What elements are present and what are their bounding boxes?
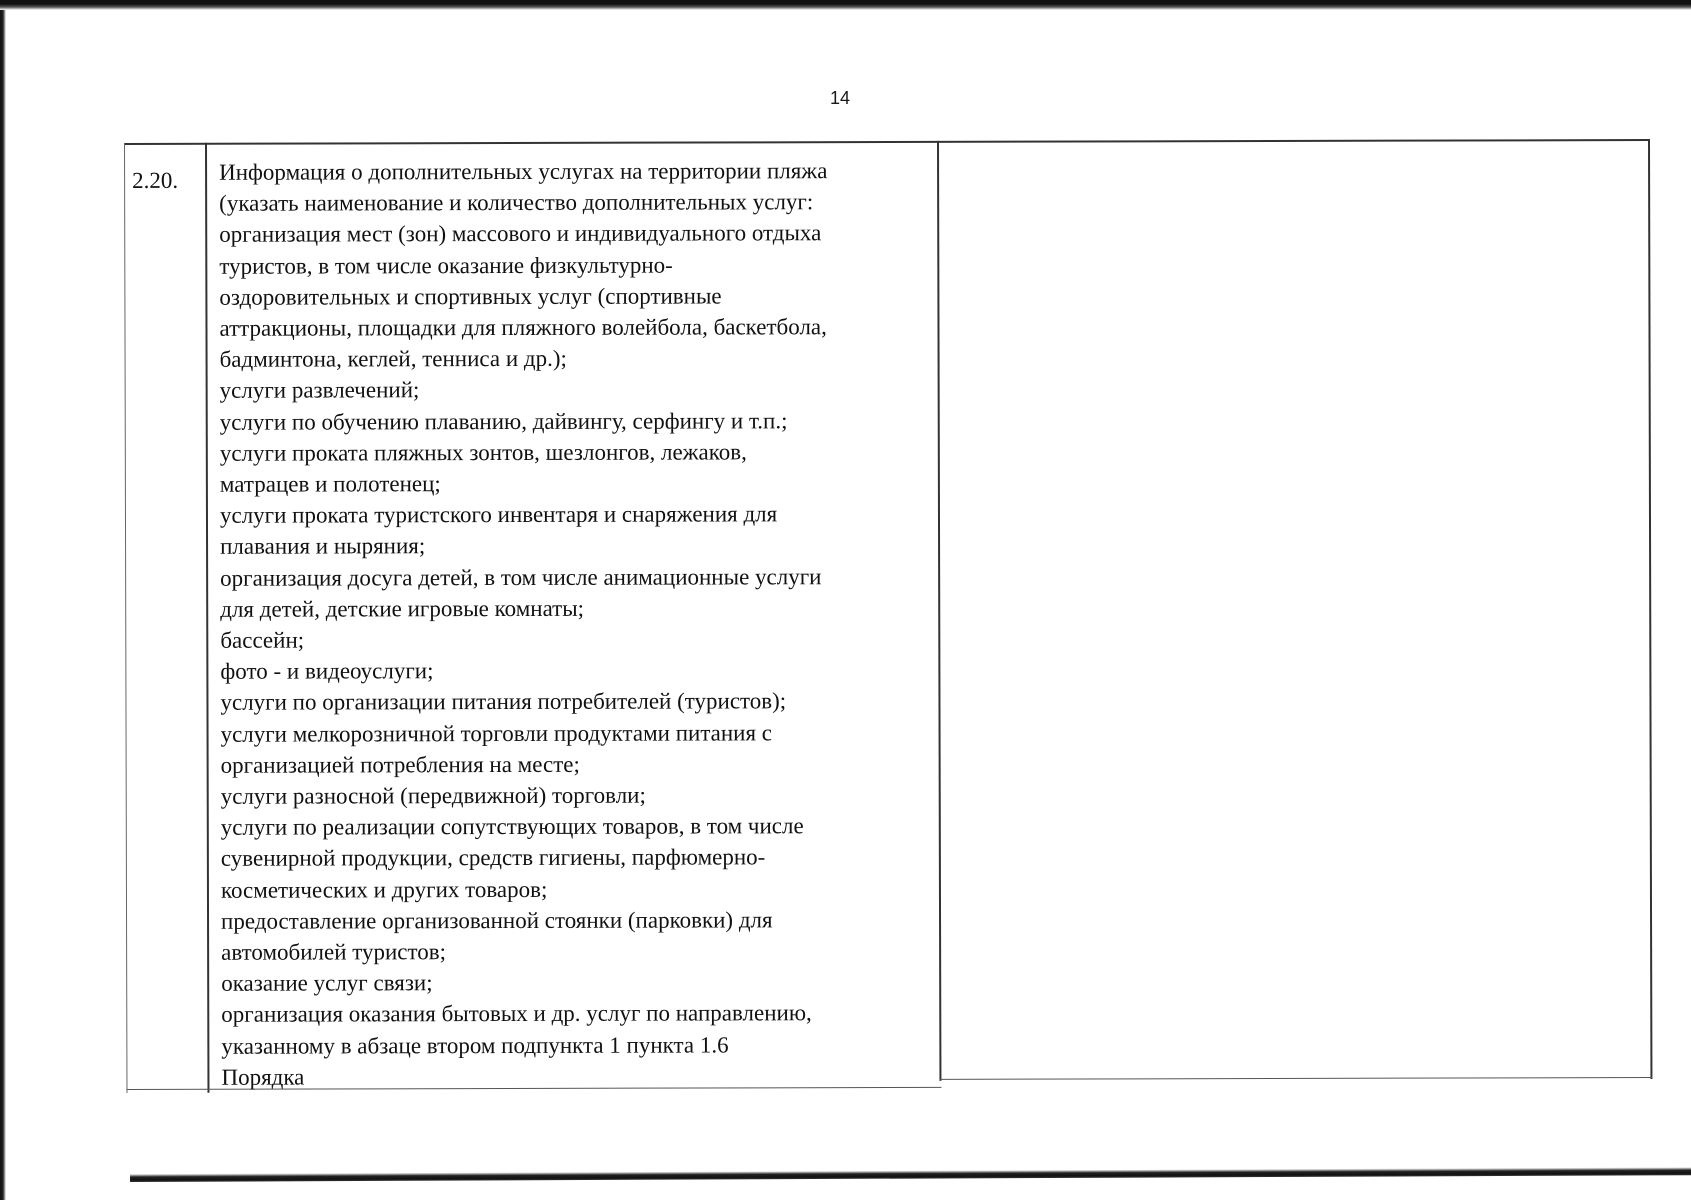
row-description bbox=[219, 155, 951, 1093]
description-line: указанному в абзаце втором подпункта 1 пункта 1.6 bbox=[221, 1032, 729, 1059]
description-line: услуги разносной (передвижной) торговли; bbox=[220, 782, 646, 809]
description-line: Информация о дополнительных услугах на территории пляжа bbox=[219, 158, 828, 185]
description-line: плавания и ныряния; bbox=[220, 533, 426, 560]
description-line: организация оказания бытовых и др. услуг по направлению, bbox=[221, 1000, 812, 1028]
description-line: сувенирной продукции, средств гигиены, парфюмерно- bbox=[220, 844, 766, 872]
description-line: организацией потребления на месте; bbox=[220, 751, 580, 778]
row-number: 2.20. bbox=[132, 167, 179, 193]
info-table bbox=[124, 139, 1652, 1093]
table-border-divider-1 bbox=[205, 143, 209, 1093]
description-line: для детей, детские игровые комнаты; bbox=[220, 595, 585, 622]
description-line: организация досуга детей, в том числе анимационные услуги bbox=[220, 563, 822, 591]
description-line: оказание услуг связи; bbox=[221, 970, 433, 997]
description-line: бадминтона, кеглей, тенниса и др.); bbox=[219, 346, 567, 372]
description-line: аттракционы, площадки для пляжного волейбола, баскетбола, bbox=[219, 314, 827, 341]
description-line: Порядка bbox=[221, 1064, 305, 1090]
row-value-cell bbox=[937, 139, 1652, 1081]
description-line: туристов, в том числе оказание физкультурно- bbox=[219, 252, 673, 279]
description-line: фото - и видеоуслуги; bbox=[220, 658, 434, 684]
description-line: предоставление организованной стоянки (парковки) для bbox=[221, 907, 773, 934]
description-line: автомобилей туристов; bbox=[221, 939, 447, 965]
description-line: услуги по обучению плаванию, дайвингу, серфингу и т.п.; bbox=[219, 407, 788, 435]
scan-border-bottom bbox=[130, 1167, 1691, 1182]
description-line: услуги проката пляжных зонтов, шезлонгов, лежаков, bbox=[219, 439, 747, 466]
description-line: услуги по реализации сопутствующих товаров, в том числе bbox=[220, 813, 804, 841]
description-line: услуги мелкорозничной торговли продуктами питания с bbox=[220, 719, 773, 747]
description-line: услуги развлечений; bbox=[219, 377, 420, 404]
scan-border-top bbox=[0, 0, 1691, 10]
description-line: оздоровительных и спортивных услуг (спортивные bbox=[219, 283, 722, 310]
description-line: матрацев и полотенец; bbox=[219, 471, 441, 497]
description-line: организация мест (зон) массового и индивидуального отдыха bbox=[219, 220, 822, 248]
page-number: 14 bbox=[830, 88, 851, 108]
table-border-left bbox=[124, 143, 127, 1093]
description-line: бассейн; bbox=[220, 627, 305, 653]
description-line: (указать наименование и количество дополнительных услуг: bbox=[219, 189, 814, 216]
description-line: услуги проката туристского инвентаря и снаряжения для bbox=[219, 501, 778, 528]
description-line: косметических и других товаров; bbox=[220, 876, 548, 903]
scan-border-left bbox=[0, 10, 6, 1200]
description-line: услуги по организации питания потребителей (туристов); bbox=[220, 688, 787, 716]
